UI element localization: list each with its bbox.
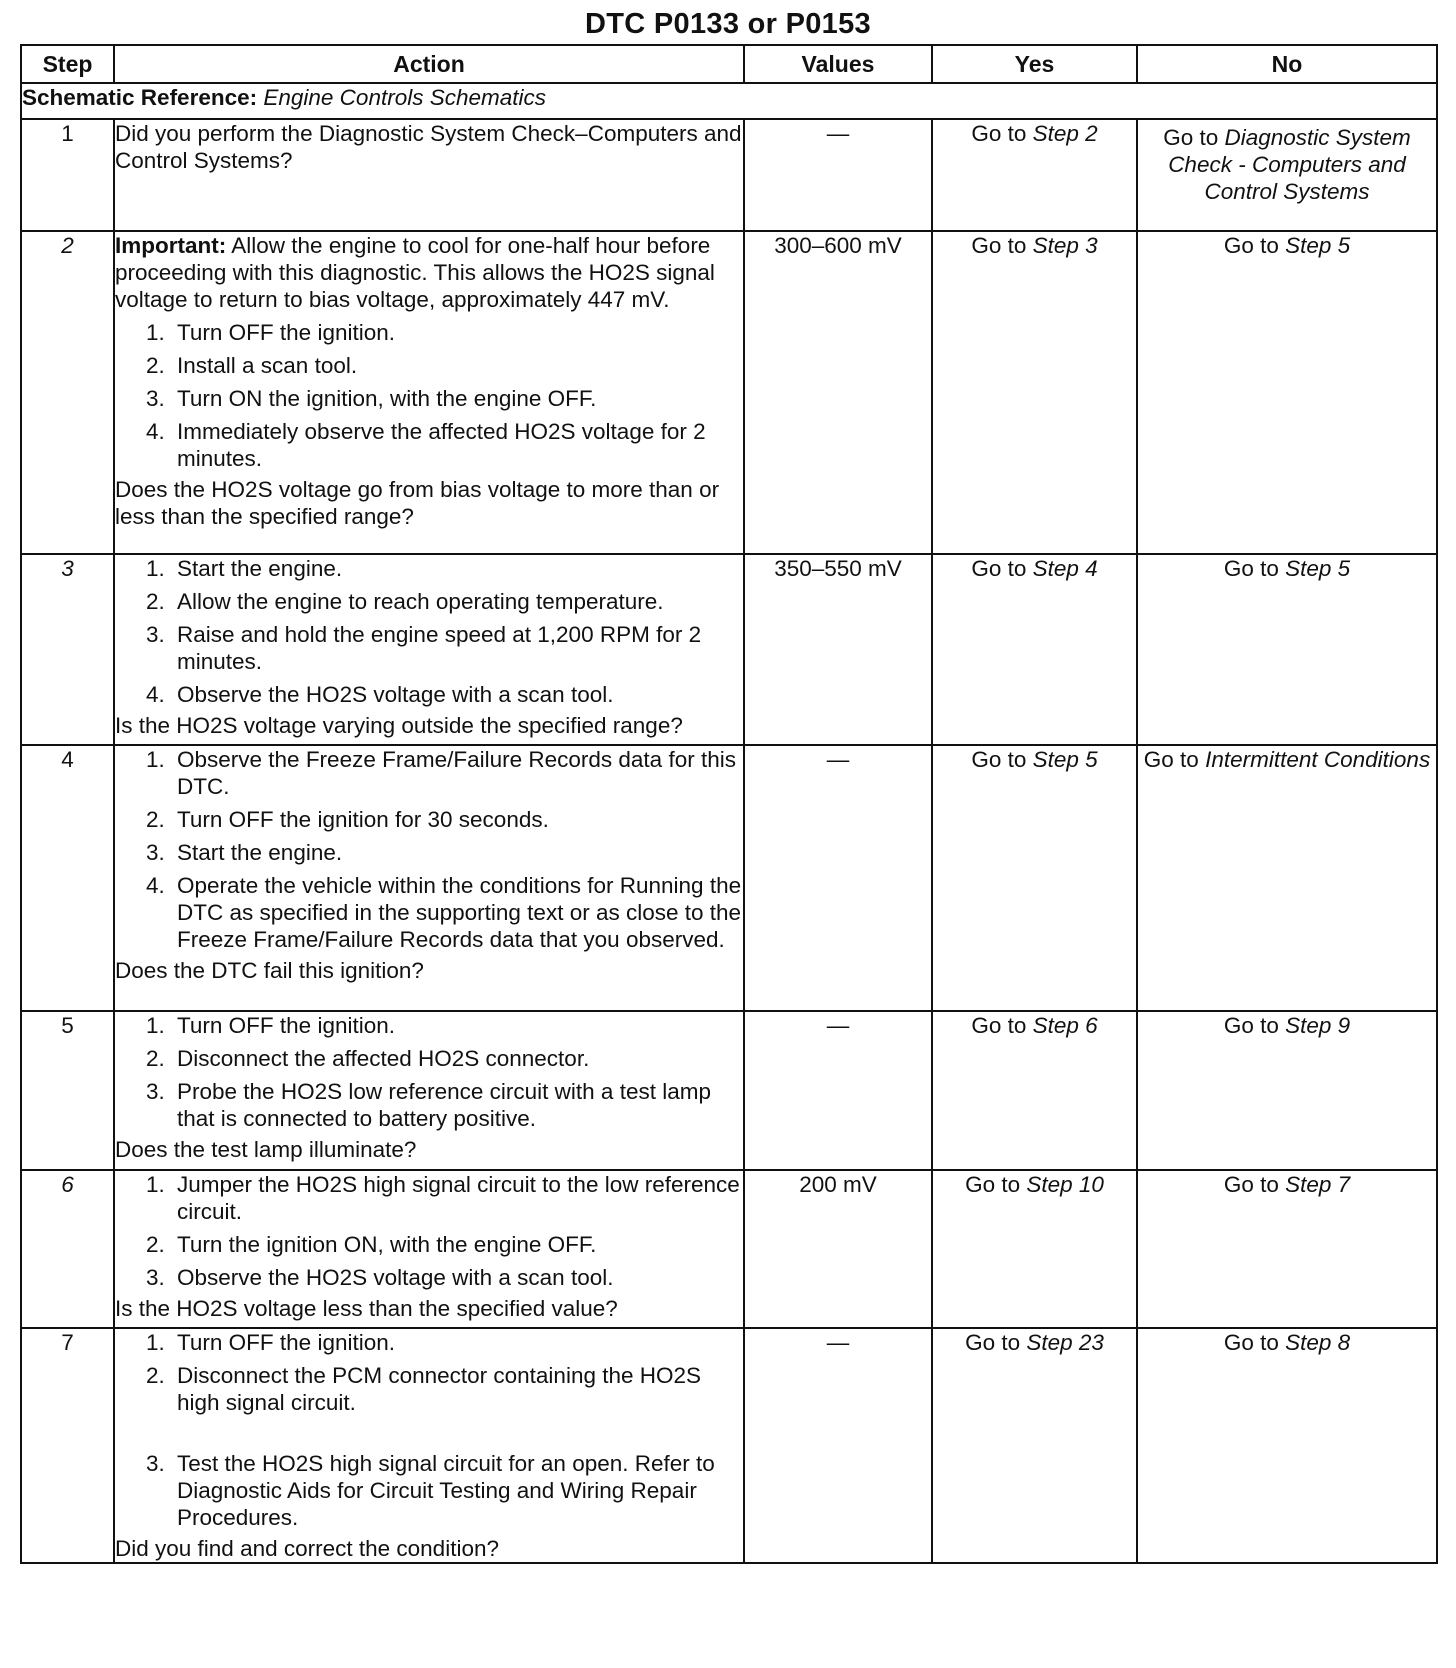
- list-item: 4. Operate the vehicle within the conditions for Running the DTC as specified in the supporting text or as close to the Freeze Frame/Failure Records data that you observed.: [171, 872, 743, 953]
- no-target: Step 5: [1285, 233, 1351, 258]
- step-question: Did you perform the Diagnostic System Check–Computers and Control Systems?: [115, 121, 742, 173]
- step-no: [1137, 1328, 1437, 1563]
- important-label: Important:: [115, 233, 227, 258]
- schematic-reference-label: Schematic Reference:: [22, 85, 258, 110]
- step-yes: [932, 119, 1137, 231]
- no-target: Diagnostic System Check - Computers and Control Systems: [1168, 125, 1411, 204]
- step-question: Is the HO2S voltage less than the specified value?: [115, 1296, 618, 1321]
- step-question: Does the HO2S voltage go from bias voltage to more than or less than the specified range?: [115, 477, 720, 529]
- go-to-label: Go to: [971, 1013, 1027, 1038]
- list-item: 2. Turn OFF the ignition for 30 seconds.: [171, 806, 743, 833]
- table-row: [21, 1011, 1437, 1170]
- list-item: 1. Start the engine.: [171, 555, 743, 582]
- list-item: 1. Observe the Freeze Frame/Failure Records data for this DTC.: [171, 746, 743, 800]
- step-value: —: [744, 1011, 932, 1170]
- header-yes: Yes: [932, 45, 1137, 83]
- yes-target: Step 2: [1032, 121, 1098, 146]
- go-to-label: Go to: [1143, 747, 1199, 772]
- list-item: 2. Disconnect the PCM connector containing the HO2S high signal circuit.: [171, 1362, 743, 1416]
- step-action: [114, 1011, 744, 1170]
- step-value: 200 mV: [744, 1170, 932, 1328]
- step-yes: [932, 1011, 1137, 1170]
- header-no: No: [1137, 45, 1437, 83]
- step-instructions: [115, 746, 743, 953]
- step-action: [114, 1170, 744, 1328]
- step-instructions: [115, 555, 743, 708]
- step-number: 3: [21, 554, 114, 745]
- step-number: 4: [21, 745, 114, 1011]
- go-to-label: Go to: [1163, 125, 1219, 150]
- step-question: Does the DTC fail this ignition?: [115, 958, 424, 983]
- table-row: [21, 231, 1437, 554]
- no-target: Step 8: [1285, 1330, 1351, 1355]
- header-step: Step: [21, 45, 114, 83]
- list-item: 1. Turn OFF the ignition.: [171, 319, 743, 346]
- step-question: Is the HO2S voltage varying outside the specified range?: [115, 713, 683, 738]
- step-no: [1137, 1170, 1437, 1328]
- step-number: 6: [21, 1170, 114, 1328]
- step-number: 7: [21, 1328, 114, 1563]
- go-to-label: Go to: [1223, 556, 1279, 581]
- table-header-row: [21, 45, 1437, 83]
- list-item: 1. Turn OFF the ignition.: [171, 1329, 743, 1356]
- no-target: Step 7: [1285, 1172, 1351, 1197]
- yes-target: Step 10: [1026, 1172, 1104, 1197]
- go-to-label: Go to: [971, 556, 1027, 581]
- header-values: Values: [744, 45, 932, 83]
- step-action: [114, 119, 744, 231]
- step-instructions: [115, 1171, 743, 1291]
- step-action: [114, 554, 744, 745]
- table-row: [21, 1170, 1437, 1328]
- go-to-label: Go to: [1223, 1013, 1279, 1038]
- yes-target: Step 3: [1032, 233, 1098, 258]
- no-target: Intermittent Conditions: [1205, 747, 1431, 772]
- yes-target: Step 23: [1026, 1330, 1104, 1355]
- step-no: [1137, 119, 1437, 231]
- table-row: [21, 745, 1437, 1011]
- step-no: [1137, 1011, 1437, 1170]
- important-note: [115, 232, 743, 313]
- table-row: [21, 119, 1437, 231]
- header-action: Action: [114, 45, 744, 83]
- list-item: 4. Observe the HO2S voltage with a scan tool.: [171, 681, 743, 708]
- go-to-label: Go to: [971, 121, 1027, 146]
- step-action: [114, 1328, 744, 1563]
- step-instructions: [115, 319, 743, 472]
- step-no: [1137, 745, 1437, 1011]
- schematic-reference: [21, 83, 1437, 119]
- step-no: [1137, 231, 1437, 554]
- list-item: 2. Allow the engine to reach operating temperature.: [171, 588, 743, 615]
- step-number: 5: [21, 1011, 114, 1170]
- list-item: 3. Test the HO2S high signal circuit for an open. Refer to Diagnostic Aids for Circuit Testing and Wiring Repair Procedures.: [171, 1450, 743, 1531]
- step-yes: [932, 231, 1137, 554]
- go-to-label: Go to: [1223, 1172, 1279, 1197]
- step-number: 1: [21, 119, 114, 231]
- list-item: 2. Install a scan tool.: [171, 352, 743, 379]
- list-item: 1. Turn OFF the ignition.: [171, 1012, 743, 1039]
- step-instructions: [115, 1012, 743, 1132]
- list-item: 3. Probe the HO2S low reference circuit with a test lamp that is connected to battery positive.: [171, 1078, 743, 1132]
- list-item: 3. Start the engine.: [171, 839, 743, 866]
- step-no: [1137, 554, 1437, 745]
- step-value: 300–600 mV: [744, 231, 932, 554]
- step-value: —: [744, 1328, 932, 1563]
- schematic-reference-value: Engine Controls Schematics: [263, 85, 547, 110]
- step-yes: [932, 1328, 1137, 1563]
- diagnostic-table: [20, 44, 1438, 1564]
- no-target: Step 9: [1285, 1013, 1351, 1038]
- step-question: Did you find and correct the condition?: [115, 1536, 499, 1561]
- list-item: 2. Turn the ignition ON, with the engine OFF.: [171, 1231, 743, 1258]
- page-title: DTC P0133 or P0153: [585, 8, 871, 40]
- list-item: 3. Observe the HO2S voltage with a scan tool.: [171, 1264, 743, 1291]
- step-action: [114, 745, 744, 1011]
- step-instructions: [115, 1329, 743, 1531]
- step-value: —: [744, 119, 932, 231]
- yes-target: Step 5: [1032, 747, 1098, 772]
- step-yes: [932, 745, 1137, 1011]
- yes-target: Step 6: [1032, 1013, 1098, 1038]
- yes-target: Step 4: [1032, 556, 1098, 581]
- step-question: Does the test lamp illuminate?: [115, 1137, 417, 1162]
- list-item: 3. Turn ON the ignition, with the engine OFF.: [171, 385, 743, 412]
- go-to-label: Go to: [965, 1330, 1021, 1355]
- list-item: 3. Raise and hold the engine speed at 1,200 RPM for 2 minutes.: [171, 621, 743, 675]
- no-target: Step 5: [1285, 556, 1351, 581]
- go-to-label: Go to: [965, 1172, 1021, 1197]
- go-to-label: Go to: [971, 747, 1027, 772]
- step-value: 350–550 mV: [744, 554, 932, 745]
- step-action: [114, 231, 744, 554]
- list-item: 4. Immediately observe the affected HO2S voltage for 2 minutes.: [171, 418, 743, 472]
- table-row: [21, 1328, 1437, 1563]
- list-item: 2. Disconnect the affected HO2S connector.: [171, 1045, 743, 1072]
- step-yes: [932, 1170, 1137, 1328]
- schematic-reference-row: [21, 83, 1437, 119]
- go-to-label: Go to: [1223, 1330, 1279, 1355]
- step-value: —: [744, 745, 932, 1011]
- table-row: [21, 554, 1437, 745]
- go-to-label: Go to: [971, 233, 1027, 258]
- list-item: 1. Jumper the HO2S high signal circuit to the low reference circuit.: [171, 1171, 743, 1225]
- step-number: 2: [21, 231, 114, 554]
- step-yes: [932, 554, 1137, 745]
- go-to-label: Go to: [1223, 233, 1279, 258]
- important-text: Allow the engine to cool for one-half hour before proceeding with this diagnostic. This allows the HO2S signal voltage to return to bias voltage, approximately 447 mV.: [115, 233, 715, 312]
